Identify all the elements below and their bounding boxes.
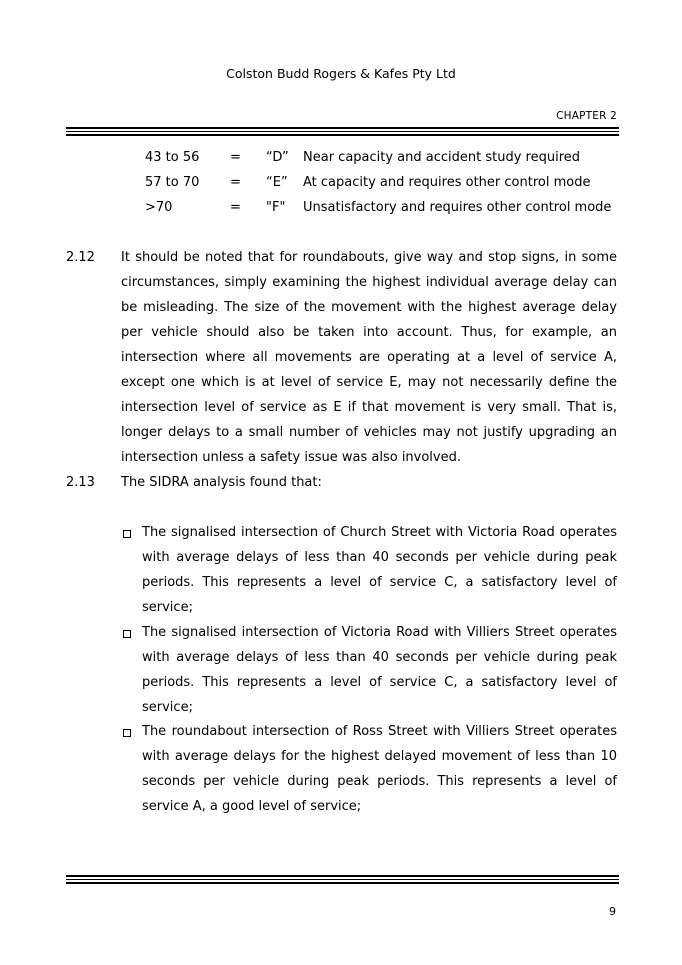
los-range: 57 to 70 (145, 175, 200, 190)
los-equals: = (230, 150, 241, 165)
los-range: >70 (145, 200, 173, 215)
bullet-text: The signalised intersection of Church Street with Victoria Road operates with average delays of less than 40 seconds per vehicle during peak periods. This represents a level of service C, a satisfactory level of service; (142, 525, 617, 615)
los-description: Unsatisfactory and requires other control mode (303, 200, 612, 215)
los-description: Near capacity and accident study required (303, 150, 581, 165)
los-description: At capacity and requires other control mode (303, 175, 591, 190)
page-number: 9 (609, 905, 616, 918)
bullet-text: The signalised intersection of Victoria Road with Villiers Street operates with average delays of less than 40 seconds per vehicle during peak periods. This represents a level of service C, a satisfactory level of service; (142, 625, 617, 715)
bullet-square-icon (123, 530, 131, 538)
los-grade: "F" (266, 200, 286, 215)
los-equals: = (230, 175, 241, 190)
los-grade: “D” (266, 150, 289, 165)
bullet-square-icon (123, 630, 131, 638)
chapter-label: CHAPTER 2 (556, 110, 617, 122)
los-range: 43 to 56 (145, 150, 200, 165)
los-grade: “E” (266, 175, 288, 190)
los-equals: = (230, 200, 241, 215)
header-rule (66, 127, 619, 138)
paragraph-text: The SIDRA analysis found that: (121, 475, 322, 490)
paragraph-number: 2.12 (66, 250, 95, 265)
paragraph-number: 2.13 (66, 475, 95, 490)
paragraph-text: It should be noted that for roundabouts, give way and stop signs, in some circumstances, simply examining the highest individual average delay can be misleading. The size of the movement with the highest average delay per vehicle should also be taken into account. Thus, for example, an intersection where all movements are operating at a level of service A, except one which is at level of service E, may not necessarily define the intersection level of service as E if that movement is very small. That is, longer delays to a small number of vehicles may not justify upgrading an intersection unless a safety issue was also involved. (121, 250, 617, 465)
company-name: Colston Budd Rogers & Kafes Pty Ltd (226, 66, 456, 81)
footer-rule (66, 875, 619, 886)
bullet-text: The roundabout intersection of Ross Street with Villiers Street operates with average delays for the highest delayed movement of less than 10 seconds per vehicle during peak periods. This represents a level of service A, a good level of service; (142, 724, 617, 814)
bullet-square-icon (123, 729, 131, 737)
